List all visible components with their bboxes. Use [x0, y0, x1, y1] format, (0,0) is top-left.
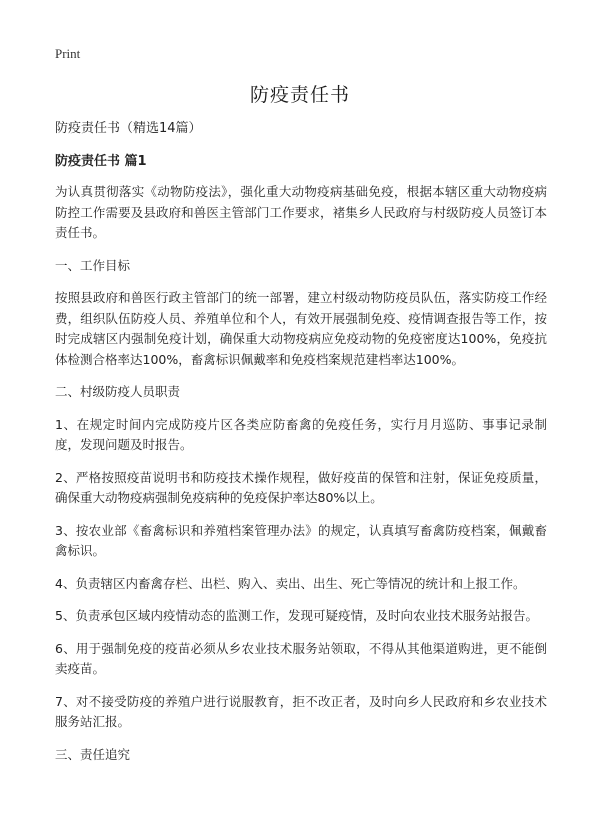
duty-item-2: 2、严格按照疫苗说明书和防疫技术操作规程，做好疫苗的保管和注射，保证免疫质量，确保重大动物疫病强制免疫病种的免疫保护率达80%以上。 — [55, 469, 547, 505]
print-link[interactable]: Print — [55, 46, 81, 61]
work-goals-paragraph: 按照县政府和兽医行政主管部门的统一部署，建立村级动物防疫员队伍，落实防疫工作经费，组织队伍防疫人员、养殖单位和个人，有效开展强制免疫、疫情调查报告等工作，按时完成辖区内强制免疫计划，确保重大动物疫病应免疫动物的免疫密度达100%，免疫抗体检测合格率达100%，畜禽标识佩戴率和免疫档案规范建档率达100%。 — [55, 290, 547, 367]
duty-item-5: 5、负责承包区域内疫情动态的监测工作，发现可疑疫情，及时向农业技术服务站报告。 — [55, 608, 538, 623]
duty-item-4: 4、负责辖区内畜禽存栏、出栏、购入、卖出、出生、死亡等情况的统计和上报工作。 — [55, 575, 526, 591]
duty-item-3: 3、按农业部《畜禽标识和养殖档案管理办法》的规定，认真填写畜禽防疫档案，佩戴畜禽标识。 — [55, 522, 547, 558]
heading-duties: 二、村级防疫人员职责 — [55, 384, 181, 399]
section-title: 防疫责任书 篇1 — [55, 154, 147, 169]
duty-item-6: 6、用于强制免疫的疫苗必须从乡农业技术服务站领取，不得从其他渠道购进，更不能倒卖疫苗。 — [55, 640, 547, 676]
intro-paragraph: 为认真贯彻落实《动物防疫法》，强化重大动物疫病基础免疫，根据本辖区重大动物疫病防控工作需要及县政府和兽医主管部门工作要求，褚集乡人民政府与村级防疫人员签订本责任书。 — [55, 184, 547, 240]
duty-item-7: 7、对不接受防疫的养殖户进行说服教育，拒不改正者，及时向乡人民政府和乡农业技术服务站汇报。 — [55, 693, 547, 729]
document-body — [55, 118, 547, 777]
heading-accountability: 三、责任追究 — [55, 746, 131, 762]
document-subtitle: 防疫责任书（精选14篇） — [55, 121, 202, 136]
heading-work-goals: 一、工作目标 — [55, 257, 131, 273]
document-title: 防疫责任书 — [249, 84, 350, 106]
duty-item-1: 1、在规定时间内完成防疫片区各类应防畜禽的免疫任务，实行月月巡防、事事记录制度，发现问题及时报告。 — [55, 416, 547, 452]
